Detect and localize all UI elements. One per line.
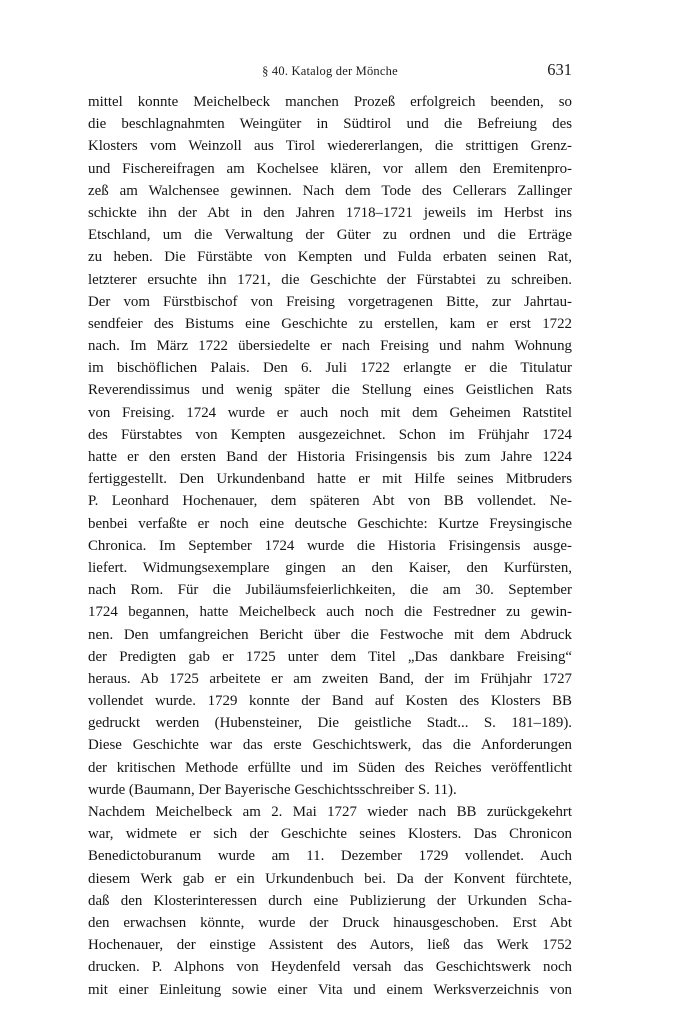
text-line: wurde (Baumann, Der Bayerische Geschichtsschreiber S. 11). [88, 781, 457, 798]
text-line: diesem Werk gab er ein Urkundenbuch bei. Da der Konvent fürchtete, [88, 870, 572, 887]
text-line: sendfeier des Bistums eine Geschichte zu erstellen, kam er erst 1722 [88, 315, 572, 332]
text-line: liefert. Widmungsexemplare gingen an den Kaiser, den Kurfürsten, [88, 559, 572, 576]
text-line: Hochenauer, der einstige Assistent des Autors, ließ das Werk 1752 [88, 937, 572, 954]
text-line: mit einer Einleitung sowie einer Vita und einem Werksverzeichnis von [88, 981, 572, 998]
text-line: war, widmete er sich der Geschichte seines Klosters. Das Chronicon [88, 826, 572, 843]
text-line: drucken. P. Alphons von Heydenfeld versah das Geschichtswerk noch [88, 959, 572, 976]
text-line: Der vom Fürstbischof von Freising vorgetragenen Bitte, zur Jahrtau- [88, 293, 572, 310]
running-head [88, 60, 572, 84]
text-line: Chronica. Im September 1724 wurde die Historia Frisingensis ausge- [88, 537, 572, 554]
text-line: Reverendissimus und wenig später die Stellung eines Geistlichen Rats [88, 382, 572, 399]
text-line: den erwachsen könnte, wurde der Druck hinausgeschoben. Erst Abt [88, 914, 572, 931]
text-line: Diese Geschichte war das erste Geschichtswerk, das die Anforderungen [88, 737, 572, 754]
text-line: letzterer ersuchte ihn 1721, die Geschichte der Fürstabtei zu schreiben. [88, 271, 572, 288]
text-line: nen. Den umfangreichen Bericht über die Festwoche mit dem Abdruck [88, 626, 572, 643]
text-line: im bischöflichen Palais. Den 6. Juli 1722 erlangte er die Titulatur [88, 360, 572, 377]
text-line: die beschlagnahmten Weingüter in Südtirol und die Befreiung des [88, 116, 572, 133]
text-line: Benedictoburanum wurde am 11. Dezember 1729 vollendet. Auch [88, 848, 572, 865]
text-line: von Freising. 1724 wurde er auch noch mit dem Geheimen Ratstitel [88, 404, 572, 421]
body-text [88, 91, 572, 1001]
text-line: gedruckt werden (Hubensteiner, Die geistliche Stadt... S. 181–189). [88, 715, 572, 732]
text-line: der kritischen Methode erfüllte und im Süden des Reiches veröffentlicht [88, 759, 572, 776]
text-line: des Fürstabtes von Kempten ausgezeichnet. Schon im Frühjahr 1724 [88, 426, 572, 443]
text-line: P. Leonhard Hochenauer, dem späteren Abt von BB vollendet. Ne- [88, 493, 572, 510]
text-line: schickte ihn der Abt in den Jahren 1718–1721 jeweils im Herbst ins [88, 204, 572, 221]
text-line: fertiggestellt. Den Urkundenband hatte er mit Hilfe seines Mitbruders [88, 471, 572, 488]
text-line: Klosters vom Weinzoll aus Tirol wiedererlangen, die strittigen Grenz- [88, 138, 572, 155]
text-line: nach Rom. Für die Jubiläumsfeierlichkeiten, die am 30. September [88, 582, 572, 599]
text-line: zu heben. Die Fürstäbte von Kempten und Fulda erbaten seinen Rat, [88, 249, 572, 266]
text-line: benbei verfaßte er noch eine deutsche Geschichte: Kurtze Freysingische [88, 515, 572, 532]
page-number: 631 [547, 60, 572, 79]
text-line: hatte er den ersten Band der Historia Frisingensis bis zum Jahre 1224 [88, 449, 572, 465]
text-line: zeß am Walchensee gewinnen. Nach dem Tode des Cellerars Zallinger [88, 182, 572, 199]
text-line: und Fischereifragen am Kochelsee klären, vor allem den Eremitenpro- [88, 160, 572, 177]
text-line: nach. Im März 1722 übersiedelte er nach Freising und nahm Wohnung [88, 338, 572, 355]
text-line: Nachdem Meichelbeck am 2. Mai 1727 wieder nach BB zurückgekehrt [88, 804, 572, 820]
text-line: der Predigten gab er 1725 unter dem Titel „Das dankbare Freising“ [88, 648, 572, 665]
running-title: § 40. Katalog der Mönche [262, 64, 398, 78]
text-line: 1724 begannen, hatte Meichelbeck auch noch die Festredner zu gewin- [88, 604, 572, 621]
text-line: vollendet wurde. 1729 konnte der Band auf Kosten des Klosters BB [88, 693, 572, 710]
text-line: heraus. Ab 1725 arbeitete er am zweiten Band, der im Frühjahr 1727 [88, 670, 572, 687]
text-line: Etschland, um die Verwaltung der Güter zu ordnen und die Erträge [88, 227, 572, 244]
text-line: mittel konnte Meichelbeck manchen Prozeß erfolgreich beenden, so [88, 94, 572, 110]
text-line: daß den Klosterinteressen durch eine Publizierung der Urkunden Scha- [88, 892, 572, 909]
